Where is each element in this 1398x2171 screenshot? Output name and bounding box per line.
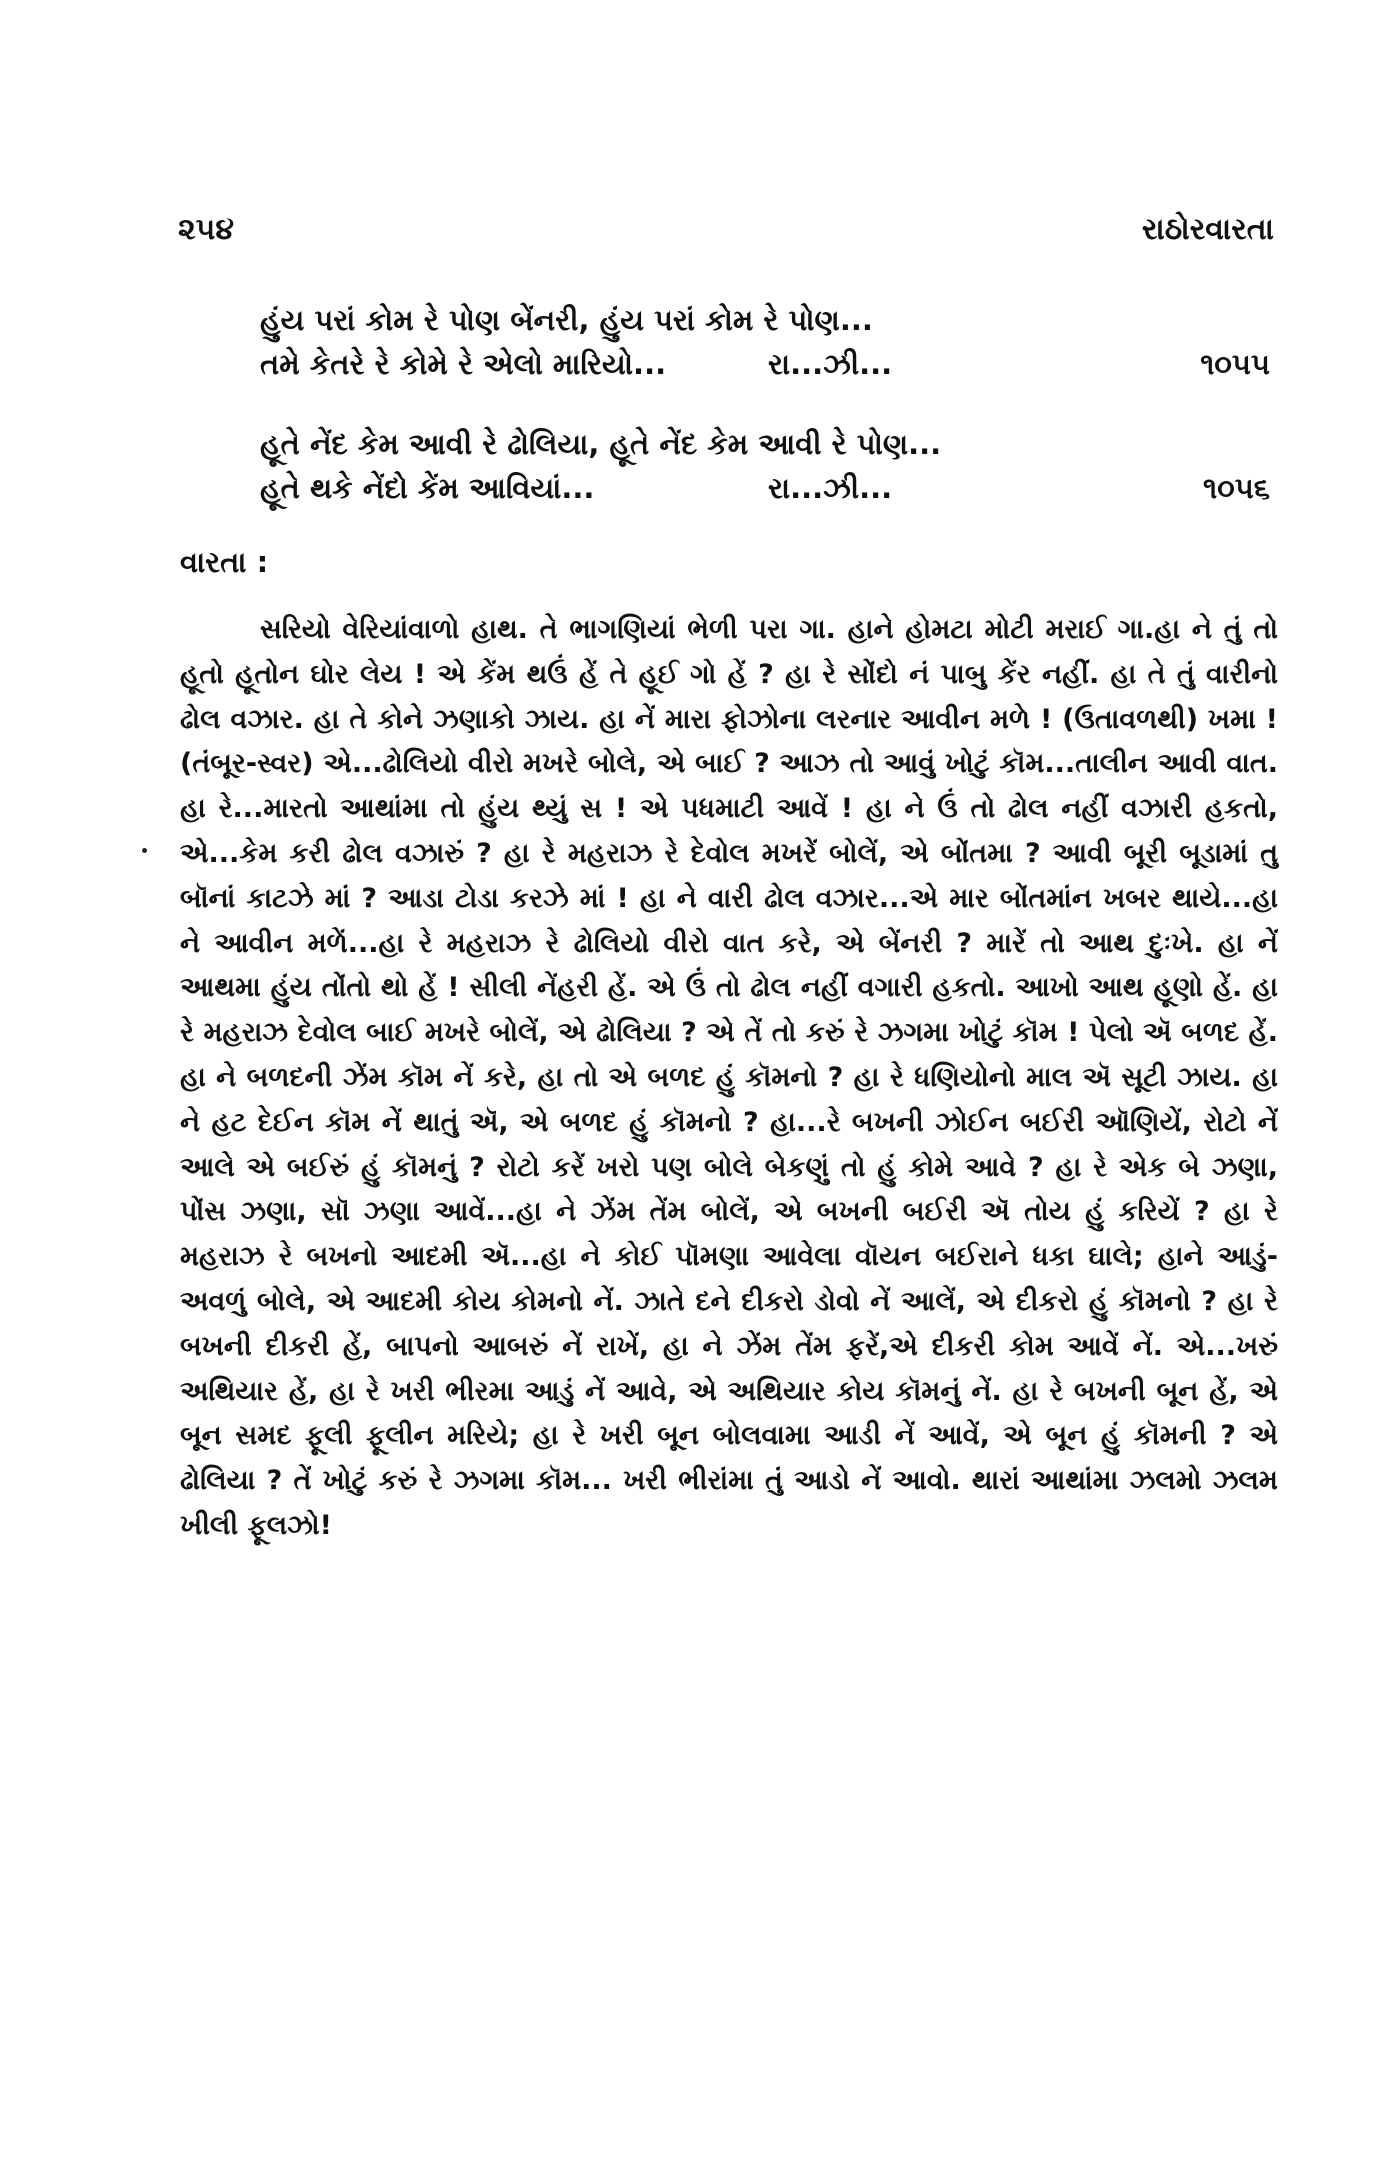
story-paragraph: સરિયો વેરિયાંવાળો હાથ. તે ભાગણિયાં ભેળી પરા ગા. હાને હોમટા મોટી મરાઈ ગા.હા ને તું તો હૂતો હૂતોન ઘોર લેય ! એ કેંમ થઉં હેં તે હૂઈ ગો હેં ? હા રે સોંદો નં પાબુ કેંર નહીં. હા તે તું વારીનો ઢોલ વઝાર. હા તે કોને ઝણાકો ઝાય. હા નેં મારા ફોઝોના લરનાર આવીન મળે ! (ઉતાવળથી) ખમા ! (તંબૂર-સ્વર) એ...ઢોલિયો વીરો મખરે બોલે, એ બાઈ ? આઝ તો આવું ખોટું કૉમ...તાલીન આવી વાત. હા રે...મારતો આથાંમા તો હુંય થ્યું સ ! એ પધમાટી આવેં ! હા ને ઉં તો ઢોલ નહીં વઝારી હકતો, એ...કેમ કરી ઢોલ વઝારું ? હા રે મહરાઝ રે દેવોલ મખરેં બોલેં, એ બોંતમા ? આવી બૂરી બૂડામાં તુ બૉનાં કાટઝે માં ? આડા ટોડા કરઝે માં ! હા ને વારી ઢોલ વઝાર...એ માર બોંતમાંન ખબર થાયે...હા ને આવીન મળેં...હા રે મહરાઝ રે ઢોલિયો વીરો વાત કરે, એ બેંનરી ? મારેં તો આથ દુઃખે. હા નેં આથમા હુંય તોંતો થો હેં ! સીલી નેંહરી હેં. એ ઉં તો ઢોલ નહીં વગારી હકતો. આખો આથ હૂણો હેં. હા રે મહરાઝ દેવોલ બાઈ મખરે બોલેં, એ ઢોલિયા ? એ તેં તો કરું રે ઝગમા ખોટું કૉમ ! પેલો ઍ બળદ હેં. હા ને બળદની ઝેંમ કૉમ નેં કરે, હા તો એ બળદ હું કૉમનો ? હા રે ધણિયોનો માલ ઍ સૂટી ઝાય. હા ને હટ દેઈન કૉમ નેં થાતું ઍ, એ બળદ હું કૉમનો ? હા...રે બખની ઝોઈન બઈરી ઑણિયેં, રોટો નેં આલે એ બઈરું હું કૉમનું ? રોટો કરેં ખરો પણ બોલે બેકણું તો હું કોમે આવે ? હા રે એક બે ઝણા, પોંસ ઝણા, સૉ ઝણા આવેં...હા ને ઝેંમ તેંમ બોલેં, એ બખની બઈરી ઍ તોય હું કરિયેં ? હા રે મહરાઝ રે બખનો આદમી ઍ...હા ને કોઈ પૉમણા આવેલા વૉયન બઈરાને ધકા ઘાલે; હાને આડું-અવળું બોલે, એ આદમી કોય કોમનો નેં. ઝાતે દને દીકરો ડોવો નેં આલેં, એ દીકરો હું કૉમનો ? હા રે બખની દીકરી હેં, બાપનો આબરું નેં રાખેં, હા ને ઝેંમ તેંમ ફરેં,એ દીકરી કોમ આવેં નેં. એ...ખરું અથિયાર હેં, હા રે ખરી ભીરમા આડું નેં આવે, એ અથિયાર કોય કૉમનું નેં. હા રે બખની બૂન હેં, એ બૂન સમદ ફૂલી ફૂલીન મરિયે; હા રે ખરી બૂન બોલવામા આડી નેં આવેં, એ બૂન હું કૉમની ? એ ઢોલિયા ? તેં ખોટું કરું રે ઝગમા કૉમ... ખરી ભીરાંમા તું આડો નેં આવો. થારાં આથાંમા ઝલમો ઝલમ ખીલી ફૂલઝો! xyxy=(180,614,1278,1541)
verse-text: હુંય પરાં કોમ રે પોણ બેંનરી, હુંય પરાં કોમ રે પોણ... xyxy=(260,303,873,337)
verse-number: ૧૦૫૬ xyxy=(1203,471,1270,505)
margin-mark xyxy=(142,848,147,853)
verse-text: હૂતે થકે નેંદો કેંમ આવિયાં... xyxy=(260,471,595,505)
page-number: ૨૫૪ xyxy=(178,212,234,247)
verse-text: તમે કેતરે રે કોમે રે એલો મારિયો... xyxy=(260,347,667,381)
story-text xyxy=(180,608,1278,1549)
verse-refrain: રા...ઝી... xyxy=(768,471,893,505)
verse-line xyxy=(260,298,1270,342)
verse-text: હૂતે નેંદ કેમ આવી રે ઢોલિયા, હૂતે નેંદ કેમ આવી રે પોણ... xyxy=(260,427,942,461)
verse-line xyxy=(260,422,1270,466)
verse-number: ૧૦૫૫ xyxy=(1200,347,1270,381)
verse-refrain: રા...ઝી... xyxy=(768,347,893,381)
verse-line xyxy=(260,342,1270,386)
verse-stanza-1056 xyxy=(260,422,1270,510)
verse-line xyxy=(260,466,1270,510)
page-header xyxy=(178,212,1274,252)
section-heading: વારતા : xyxy=(180,545,269,579)
running-title: રાઠોરવારતા xyxy=(1141,212,1274,247)
verse-stanza-1055 xyxy=(260,298,1270,386)
